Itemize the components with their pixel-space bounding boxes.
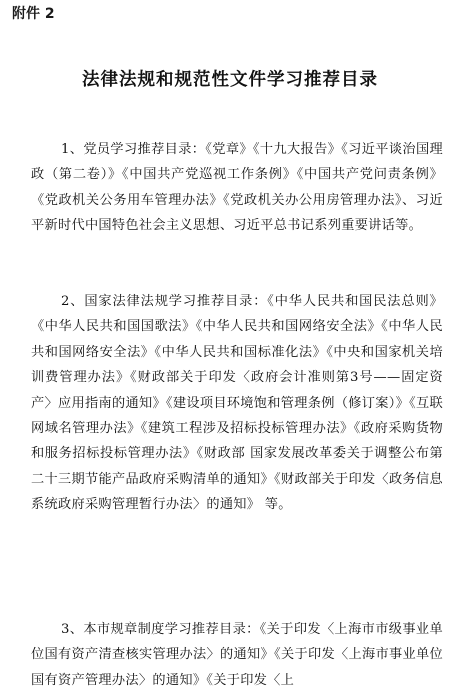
document-title: 法律法规和规范性文件学习推荐目录 <box>82 70 378 90</box>
paragraph-municipal-rules-reading: 3、本市规章制度学习推荐目录：《关于印发〈上海市市级事业单位国有资产清查核实管理办法〉的通知》《关于印发〈上海市事业单位国有资产管理办法〉的通知》《关于印发〈上 <box>31 622 443 688</box>
paragraph-party-member-reading: 1、党员学习推荐目录：《党章》《十九大报告》《习近平谈治国理政（第二卷）》《中国共产党巡视工作条例》《中国共产党问责条例》《党政机关公务用车管理办法》《党政机关办公用房管理办法》、习近平新时代中国特色社会主义思想、习近平总书记系列重要讲话等。 <box>31 142 443 234</box>
attachment-label: 附件 2 <box>12 6 55 22</box>
paragraph-national-laws-reading: 2、国家法律法规学习推荐目录：《中华人民共和国民法总则》《中华人民共和国国歌法》《中华人民共和国网络安全法》《中华人民共和国网络安全法》《中华人民共和国标准化法》《中央和国家机关培训费管理办法》《财政部关于印发〈政府会计准则第3号——固定资产〉应用指南的通知》《建设项目环境饱和管理条例（修订案）》《互联网域名管理办法》《建筑工程涉及招标投标管理办法》《政府采购货物和服务招标投标管理办法》《财政部 国家发展改革委关于调整公布第二十三期节能产品政府采购清单的通知》《财政部关于印发〈政务信息系统政府采购管理暂行办法〉的通知》 等。 <box>31 294 443 513</box>
